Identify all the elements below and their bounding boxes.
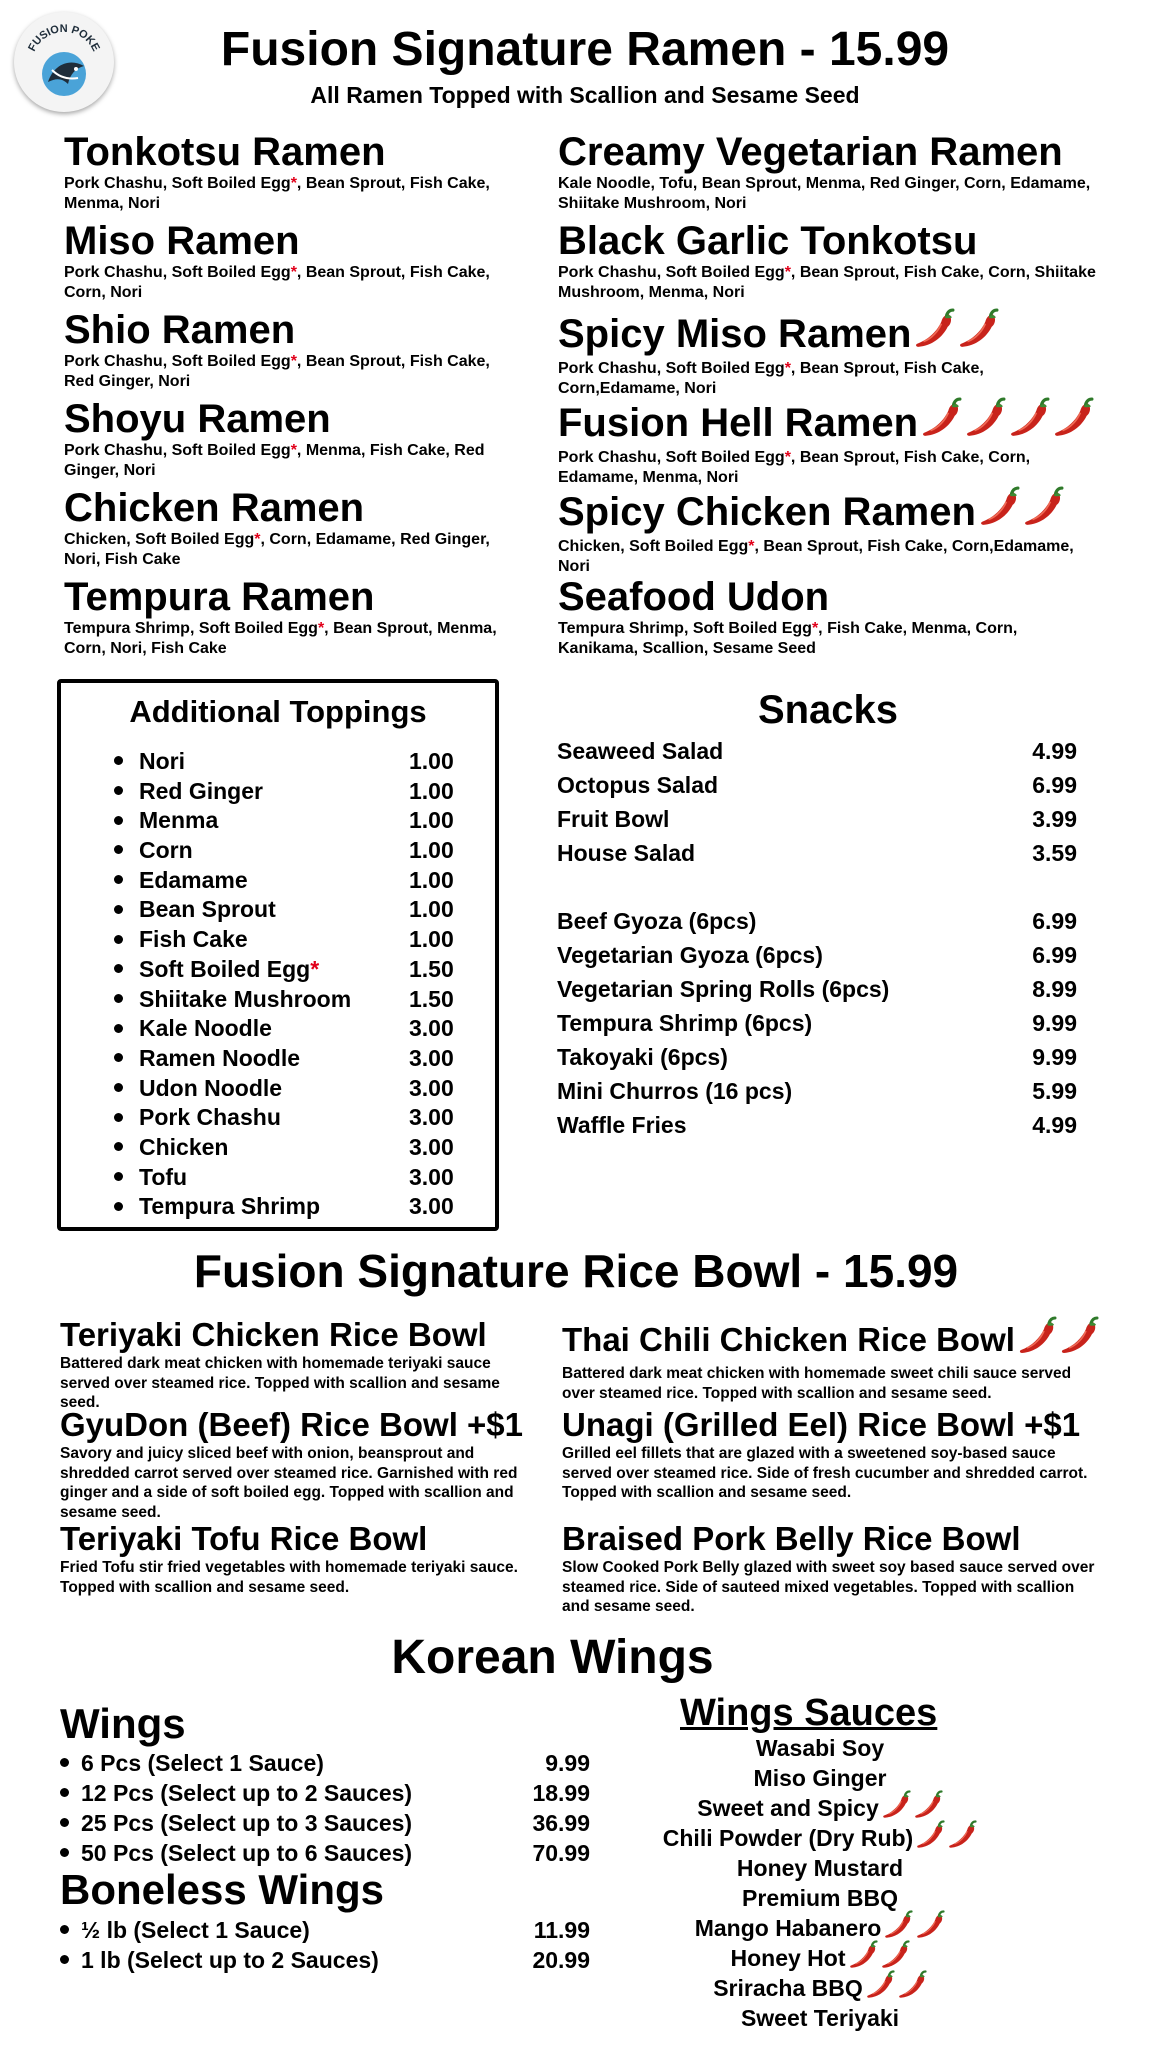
chili-pepper-icon xyxy=(957,308,999,359)
description-text: Pork Chashu, Soft Boiled Egg xyxy=(64,264,291,281)
topping-name: Menma xyxy=(139,807,219,834)
chili-pepper-icon xyxy=(865,1970,895,2007)
wings-section-title: Korean Wings xyxy=(391,1631,714,1684)
rice-bowl-name xyxy=(562,1520,1102,1558)
snack-row xyxy=(557,768,1077,802)
ramen-description xyxy=(558,448,1098,488)
snack-price: 4.99 xyxy=(1032,738,1077,764)
ramen-name-text: Chicken Ramen xyxy=(64,486,365,530)
topping-row xyxy=(114,866,474,896)
topping-price: 1.00 xyxy=(409,807,454,834)
bullet-icon xyxy=(114,1053,123,1062)
snack-row xyxy=(557,734,1077,768)
wings-option-price: 11.99 xyxy=(533,1917,590,1943)
topping-price: 1.00 xyxy=(409,866,454,893)
topping-name: Nori xyxy=(139,748,185,774)
raw-egg-asterisk: * xyxy=(811,620,819,637)
wings-row xyxy=(60,1915,590,1945)
topping-name: Kale Noodle xyxy=(139,1015,272,1042)
bullet-icon xyxy=(60,1818,69,1827)
topping-price: 1.50 xyxy=(409,985,454,1012)
raw-egg-asterisk: * xyxy=(784,360,791,377)
raw-egg-asterisk: * xyxy=(290,353,297,370)
toppings-list xyxy=(114,747,474,1222)
snack-row xyxy=(557,972,1077,1006)
rice-bowl-item xyxy=(562,1316,1102,1406)
description-text: , Corn, Edamame, Red Ginger, Nori, Fish Cake xyxy=(64,531,490,568)
wings-option-name: 6 Pcs (Select 1 Sauce) xyxy=(81,1750,324,1776)
rice-bowl-description: Battered dark meat chicken with homemade sweet chili sauce served over steamed rice. Topped with scallion and sesame seed. xyxy=(562,1365,1072,1402)
ramen-item xyxy=(64,219,504,308)
ramen-name-text: Spicy Miso Ramen xyxy=(558,311,912,356)
ramen-name xyxy=(558,397,1098,448)
description-text: Pork Chashu, Soft Boiled Egg xyxy=(64,175,291,192)
wings-option-name: 25 Pcs (Select up to 3 Sauces) xyxy=(81,1810,413,1836)
rice-bowl-name-text: Teriyaki Chicken Rice Bowl xyxy=(60,1316,487,1353)
topping-price: 1.50 xyxy=(409,955,454,982)
topping-name: Corn xyxy=(139,837,193,864)
topping-row xyxy=(114,985,474,1015)
topping-price: 3.00 xyxy=(409,1015,454,1042)
chili-pepper-icon xyxy=(915,1910,945,1947)
ramen-name-text: Shoyu Ramen xyxy=(64,397,331,441)
sauce-row xyxy=(630,1883,1010,1913)
sauce-name: Sweet Teriyaki xyxy=(740,2005,900,2031)
topping-name: Pork Chashu xyxy=(139,1104,281,1131)
wings-option-price: 18.99 xyxy=(532,1780,590,1806)
wings-list xyxy=(60,1748,590,1868)
ramen-item xyxy=(558,308,1098,397)
toppings-title: Additional Toppings xyxy=(129,694,427,729)
chili-pepper-icon xyxy=(1022,486,1064,537)
topping-row xyxy=(114,1044,474,1074)
sauce-name: Miso Ginger xyxy=(753,1765,887,1791)
ramen-description xyxy=(558,174,1098,214)
snack-price: 8.99 xyxy=(1032,976,1077,1002)
wings-option-name: 50 Pcs (Select up to 6 Sauces) xyxy=(81,1840,413,1866)
rice-bowl-name-text: Thai Chili Chicken Rice Bowl xyxy=(562,1321,1015,1358)
chili-pepper-icon xyxy=(881,1790,911,1827)
sauce-row xyxy=(630,1943,1010,1973)
topping-row xyxy=(114,895,474,925)
chili-pepper-icon xyxy=(947,1820,977,1857)
ramen-description xyxy=(64,352,504,392)
description-text: , Bean Sprout, Fish Cake, Menma, Nori xyxy=(64,175,490,212)
topping-name: Soft Boiled Egg xyxy=(139,955,311,982)
wings-row xyxy=(60,1778,590,1808)
chili-pepper-icon xyxy=(1008,397,1050,448)
snack-name: Vegetarian Spring Rolls (6pcs) xyxy=(557,976,890,1002)
snack-row xyxy=(557,836,1077,870)
bullet-icon xyxy=(114,1172,123,1181)
ramen-name-text: Seafood Udon xyxy=(558,575,830,619)
rice-bowl-item xyxy=(60,1406,542,1520)
rice-bowl-name xyxy=(60,1520,542,1558)
sauce-name: Honey Mustard xyxy=(736,1855,904,1881)
bullet-icon xyxy=(114,994,123,1003)
ramen-name-text: Black Garlic Tonkotsu xyxy=(558,219,978,263)
ramen-item xyxy=(558,486,1098,575)
topping-name: Edamame xyxy=(139,866,248,893)
rice-bowl-section-title: Fusion Signature Rice Bowl - 15.99 xyxy=(193,1245,959,1297)
snacks-title: Snacks xyxy=(757,688,899,732)
rice-bowl-item xyxy=(562,1520,1102,1615)
topping-row xyxy=(114,1163,474,1193)
topping-row xyxy=(114,925,474,955)
topping-price: 3.00 xyxy=(409,1163,454,1190)
bullet-icon xyxy=(114,816,123,825)
ramen-item xyxy=(558,575,1098,664)
rice-bowl-description: Slow Cooked Pork Belly glazed with sweet soy based sauce served over steamed rice. Side of sauteed mixed vegetables. Topped with scallion and sesame seed. xyxy=(562,1559,1095,1615)
description-text: , Bean Sprout, Fish Cake, Corn,Edamame, Nori xyxy=(558,538,1074,575)
topping-row xyxy=(114,777,474,807)
topping-row xyxy=(114,806,474,836)
ramen-item xyxy=(64,130,504,219)
wings-row xyxy=(60,1945,590,1975)
snack-name: Waffle Fries xyxy=(557,1112,687,1138)
rice-bowl-name-text: Braised Pork Belly Rice Bowl xyxy=(562,1520,1021,1557)
chili-pepper-icon xyxy=(920,397,962,448)
wings-option-price: 20.99 xyxy=(532,1947,590,1973)
rice-bowl-name xyxy=(60,1316,542,1354)
rice-bowl-name-text: Unagi (Grilled Eel) Rice Bowl +$1 xyxy=(562,1406,1081,1443)
topping-name: Tofu xyxy=(139,1163,188,1190)
sauce-name: Honey Hot xyxy=(730,1945,846,1971)
description-text: , Bean Sprout, Fish Cake, Corn,Edamame, Nori xyxy=(558,360,984,397)
topping-row xyxy=(114,1103,474,1133)
bullet-icon xyxy=(114,1024,123,1033)
snack-row xyxy=(557,1040,1077,1074)
rice-bowl-item xyxy=(60,1316,542,1411)
description-text: Pork Chashu, Soft Boiled Egg xyxy=(558,264,785,281)
ramen-description xyxy=(64,263,504,303)
topping-row xyxy=(114,1014,474,1044)
sauce-name: Wasabi Soy xyxy=(755,1735,885,1761)
snack-price: 5.99 xyxy=(1032,1078,1077,1104)
rice-bowl-item xyxy=(562,1406,1102,1520)
topping-price: 3.00 xyxy=(409,1133,454,1160)
wings-option-name: 12 Pcs (Select up to 2 Sauces) xyxy=(81,1780,413,1806)
rice-bowl-name-text: GyuDon (Beef) Rice Bowl +$1 xyxy=(60,1406,524,1443)
rice-bowl-description: Grilled eel fillets that are glazed with a sweetened soy-based sauce served over steamed rice. Side of fresh cucumber and shredded carrot. Topped with scallion and sesame seed. xyxy=(562,1445,1088,1501)
topping-row xyxy=(114,747,474,777)
topping-name: Shiitake Mushroom xyxy=(139,985,352,1012)
snack-price: 9.99 xyxy=(1032,1010,1077,1036)
snack-name: House Salad xyxy=(557,840,696,866)
topping-name: Bean Sprout xyxy=(139,896,276,923)
description-text: , Fish Cake, Menma, Corn, Kanikama, Scallion, Sesame Seed xyxy=(558,620,1018,657)
description-text: Chicken, Soft Boiled Egg xyxy=(64,531,255,548)
bullet-icon xyxy=(114,845,123,854)
description-text: Tempura Shrimp, Soft Boiled Egg xyxy=(558,620,812,637)
wings-heading: Wings xyxy=(60,1700,186,1747)
ramen-name xyxy=(64,486,504,530)
ramen-name xyxy=(64,308,504,352)
topping-price: 1.00 xyxy=(409,748,454,774)
sauce-row xyxy=(630,1763,1010,1793)
ramen-section-title: Fusion Signature Ramen - 15.99 xyxy=(220,23,950,76)
snack-row xyxy=(557,1006,1077,1040)
snack-name: Seaweed Salad xyxy=(557,738,724,764)
bullet-icon xyxy=(114,1113,123,1122)
ramen-left-column xyxy=(64,130,504,664)
chili-pepper-icon xyxy=(897,1970,927,2007)
chili-pepper-icon xyxy=(1052,397,1094,448)
ramen-name xyxy=(64,219,504,263)
description-text: , Bean Sprout, Fish Cake, Corn, Edamame, Menma, Nori xyxy=(558,449,1031,486)
topping-price: 3.00 xyxy=(409,1044,454,1071)
wings-row xyxy=(60,1838,590,1868)
sauce-name: Sweet and Spicy xyxy=(697,1795,879,1821)
ramen-description xyxy=(558,359,1098,399)
snacks-group-appetizers xyxy=(557,904,1077,1142)
sauce-row xyxy=(630,1913,1010,1943)
ramen-name-text: Creamy Vegetarian Ramen xyxy=(558,130,1063,174)
ramen-description xyxy=(558,263,1098,303)
rice-bowl-name xyxy=(60,1406,542,1444)
bullet-icon xyxy=(60,1758,69,1767)
ramen-description xyxy=(64,619,504,659)
description-text: , Bean Sprout, Menma, Corn, Nori, Fish Cake xyxy=(64,620,497,657)
description-text: , Bean Sprout, Fish Cake, Corn, Nori xyxy=(64,264,490,301)
ramen-description xyxy=(558,537,1098,577)
wings-row xyxy=(60,1748,590,1778)
topping-name: Red Ginger xyxy=(139,777,263,804)
sauce-row xyxy=(630,1793,1010,1823)
raw-egg-asterisk: * xyxy=(310,955,320,982)
ramen-item xyxy=(558,130,1098,219)
ramen-name xyxy=(558,486,1098,537)
bullet-icon xyxy=(114,786,123,795)
sauce-name: Sriracha BBQ xyxy=(713,1975,863,2001)
topping-price: 3.00 xyxy=(409,1074,454,1101)
rice-right-column xyxy=(562,1316,1102,1615)
bullet-icon xyxy=(60,1925,69,1934)
logo-text: FUSION POKE xyxy=(26,22,102,54)
toppings-box xyxy=(57,679,499,1231)
bullet-icon xyxy=(114,1202,123,1211)
wings-option-price: 36.99 xyxy=(532,1810,590,1836)
ramen-description xyxy=(64,174,504,214)
ramen-right-column xyxy=(558,130,1098,664)
raw-egg-asterisk: * xyxy=(784,449,791,466)
topping-row xyxy=(114,1133,474,1163)
rice-bowl-description: Battered dark meat chicken with homemade teriyaki sauce served over steamed rice. Topped with scallion and sesame seed. xyxy=(60,1355,500,1411)
ramen-item xyxy=(64,486,504,575)
topping-row xyxy=(114,1074,474,1104)
ramen-item xyxy=(64,397,504,486)
snack-price: 6.99 xyxy=(1032,908,1077,934)
boneless-list xyxy=(60,1915,590,1975)
ramen-subtitle: All Ramen Topped with Scallion and Sesame Seed xyxy=(310,82,860,108)
snack-name: Tempura Shrimp (6pcs) xyxy=(557,1010,813,1036)
wings-option-name: 1 lb (Select up to 2 Sauces) xyxy=(81,1947,379,1973)
snack-price: 9.99 xyxy=(1032,1044,1077,1070)
wings-option-name: ½ lb (Select 1 Sauce) xyxy=(81,1917,310,1943)
bullet-icon xyxy=(114,935,123,944)
ramen-name xyxy=(64,397,504,441)
rice-bowl-description: Savory and juicy sliced beef with onion, beansprout and shredded carrot served over steamed rice. Garnished with red ginger and a side of soft boiled egg. Topped with scallion and sesame seed. xyxy=(60,1445,518,1521)
sauce-name: Premium BBQ xyxy=(742,1885,898,1911)
ramen-name xyxy=(558,130,1098,174)
chili-pepper-icon xyxy=(964,397,1006,448)
sauce-name: Chili Powder (Dry Rub) xyxy=(662,1825,914,1851)
raw-egg-asterisk: * xyxy=(290,175,297,192)
snack-price: 4.99 xyxy=(1032,1112,1077,1138)
boneless-heading: Boneless Wings xyxy=(60,1866,385,1913)
ramen-name xyxy=(558,308,1098,359)
description-text: Pork Chashu, Soft Boiled Egg xyxy=(64,353,291,370)
bullet-icon xyxy=(60,1788,69,1797)
topping-name: Tempura Shrimp xyxy=(139,1193,321,1220)
chili-pepper-icon xyxy=(915,1820,945,1857)
raw-egg-asterisk: * xyxy=(290,264,297,281)
description-text: Chicken, Soft Boiled Egg xyxy=(558,538,749,555)
sauce-row xyxy=(630,1823,1010,1853)
ramen-name xyxy=(64,575,504,619)
chili-pepper-icon xyxy=(1059,1316,1099,1364)
description-text: Pork Chashu, Soft Boiled Egg xyxy=(64,442,291,459)
snack-name: Octopus Salad xyxy=(557,772,719,798)
snack-name: Vegetarian Gyoza (6pcs) xyxy=(557,942,823,968)
raw-egg-asterisk: * xyxy=(317,620,325,637)
bullet-icon xyxy=(114,964,123,973)
wings-row xyxy=(60,1808,590,1838)
raw-egg-asterisk: * xyxy=(748,538,755,555)
sauce-row xyxy=(630,1973,1010,2003)
wings-sauce-list xyxy=(630,1733,1010,2033)
sauce-row xyxy=(630,1853,1010,1883)
topping-price: 3.00 xyxy=(409,1193,454,1220)
rice-bowl-item xyxy=(60,1520,542,1600)
ramen-name-text: Tempura Ramen xyxy=(64,575,375,619)
ramen-item xyxy=(64,575,504,664)
bullet-icon xyxy=(114,1142,123,1151)
snack-row xyxy=(557,1074,1077,1108)
topping-price: 1.00 xyxy=(409,896,454,923)
bullet-icon xyxy=(60,1955,69,1964)
snack-price: 3.99 xyxy=(1032,806,1077,832)
ramen-description xyxy=(558,619,1098,659)
bullet-icon xyxy=(114,905,123,914)
topping-name: Ramen Noodle xyxy=(139,1044,301,1071)
rice-left-column xyxy=(60,1316,542,1600)
topping-name: Chicken xyxy=(139,1133,229,1160)
ramen-name xyxy=(558,575,1098,619)
snack-name: Mini Churros (16 pcs) xyxy=(557,1078,793,1104)
snack-row xyxy=(557,904,1077,938)
rice-bowl-name xyxy=(562,1406,1102,1444)
snack-row xyxy=(557,938,1077,972)
description-text: , Menma, Fish Cake, Red Ginger, Nori xyxy=(64,442,485,479)
snack-row xyxy=(557,802,1077,836)
raw-egg-asterisk: * xyxy=(784,264,791,281)
wings-sauces-heading: Wings Sauces xyxy=(680,1692,938,1734)
ramen-item xyxy=(558,219,1098,308)
description-text: Kale Noodle, Tofu, Bean Sprout, Menma, Red Ginger, Corn, Edamame, Shiitake Mushroom, Nori xyxy=(558,175,1091,212)
raw-egg-asterisk: * xyxy=(290,442,297,459)
description-text: , Bean Sprout, Fish Cake, Corn, Shiitake Mushroom, Menma, Nori xyxy=(558,264,1096,301)
rice-bowl-name xyxy=(562,1316,1102,1364)
description-text: , Bean Sprout, Fish Cake, Red Ginger, Nori xyxy=(64,353,490,390)
sauce-name: Mango Habanero xyxy=(694,1915,882,1941)
bullet-icon xyxy=(114,875,123,884)
topping-price: 1.00 xyxy=(409,837,454,864)
snack-price: 6.99 xyxy=(1032,772,1077,798)
topping-row xyxy=(114,836,474,866)
chili-pepper-icon xyxy=(978,486,1020,537)
snacks-group-salads xyxy=(557,734,1077,870)
sauce-row xyxy=(630,1733,1010,1763)
snack-price: 3.59 xyxy=(1032,840,1077,866)
topping-price: 3.00 xyxy=(409,1104,454,1131)
rice-bowl-name-text: Teriyaki Tofu Rice Bowl xyxy=(60,1520,428,1557)
ramen-name-text: Fusion Hell Ramen xyxy=(558,400,919,445)
topping-price: 1.00 xyxy=(409,777,454,804)
description-text: Tempura Shrimp, Soft Boiled Egg xyxy=(64,620,318,637)
ramen-description xyxy=(64,530,504,570)
snack-row xyxy=(557,1108,1077,1142)
wings-option-price: 70.99 xyxy=(532,1840,590,1866)
ramen-name-text: Tonkotsu Ramen xyxy=(64,130,386,174)
rice-bowl-description: Fried Tofu stir fried vegetables with homemade teriyaki sauce. Topped with scallion and sesame seed. xyxy=(60,1559,518,1596)
snack-name: Beef Gyoza (6pcs) xyxy=(557,908,757,934)
chili-pepper-icon xyxy=(913,308,955,359)
bullet-icon xyxy=(114,1083,123,1092)
raw-egg-asterisk: * xyxy=(254,531,261,548)
description-text: Pork Chashu, Soft Boiled Egg xyxy=(558,360,785,377)
ramen-item xyxy=(558,397,1098,486)
ramen-name-text: Spicy Chicken Ramen xyxy=(558,489,976,534)
ramen-name xyxy=(64,130,504,174)
topping-row xyxy=(114,955,474,985)
ramen-name xyxy=(558,219,1098,263)
topping-price: 1.00 xyxy=(409,926,454,953)
topping-name: Fish Cake xyxy=(139,926,248,953)
bullet-icon xyxy=(114,756,123,765)
topping-row xyxy=(114,1192,474,1222)
topping-name: Udon Noodle xyxy=(139,1074,283,1101)
ramen-description xyxy=(64,441,504,481)
ramen-name-text: Shio Ramen xyxy=(64,308,296,352)
wings-option-price: 9.99 xyxy=(545,1750,590,1776)
chili-pepper-icon xyxy=(1017,1316,1057,1364)
snack-price: 6.99 xyxy=(1032,942,1077,968)
description-text: Pork Chashu, Soft Boiled Egg xyxy=(558,449,785,466)
snack-name: Takoyaki (6pcs) xyxy=(557,1044,728,1070)
snack-name: Fruit Bowl xyxy=(557,806,670,832)
ramen-item xyxy=(64,308,504,397)
bullet-icon xyxy=(60,1848,69,1857)
ramen-name-text: Miso Ramen xyxy=(64,219,300,263)
sauce-row xyxy=(630,2003,1010,2033)
